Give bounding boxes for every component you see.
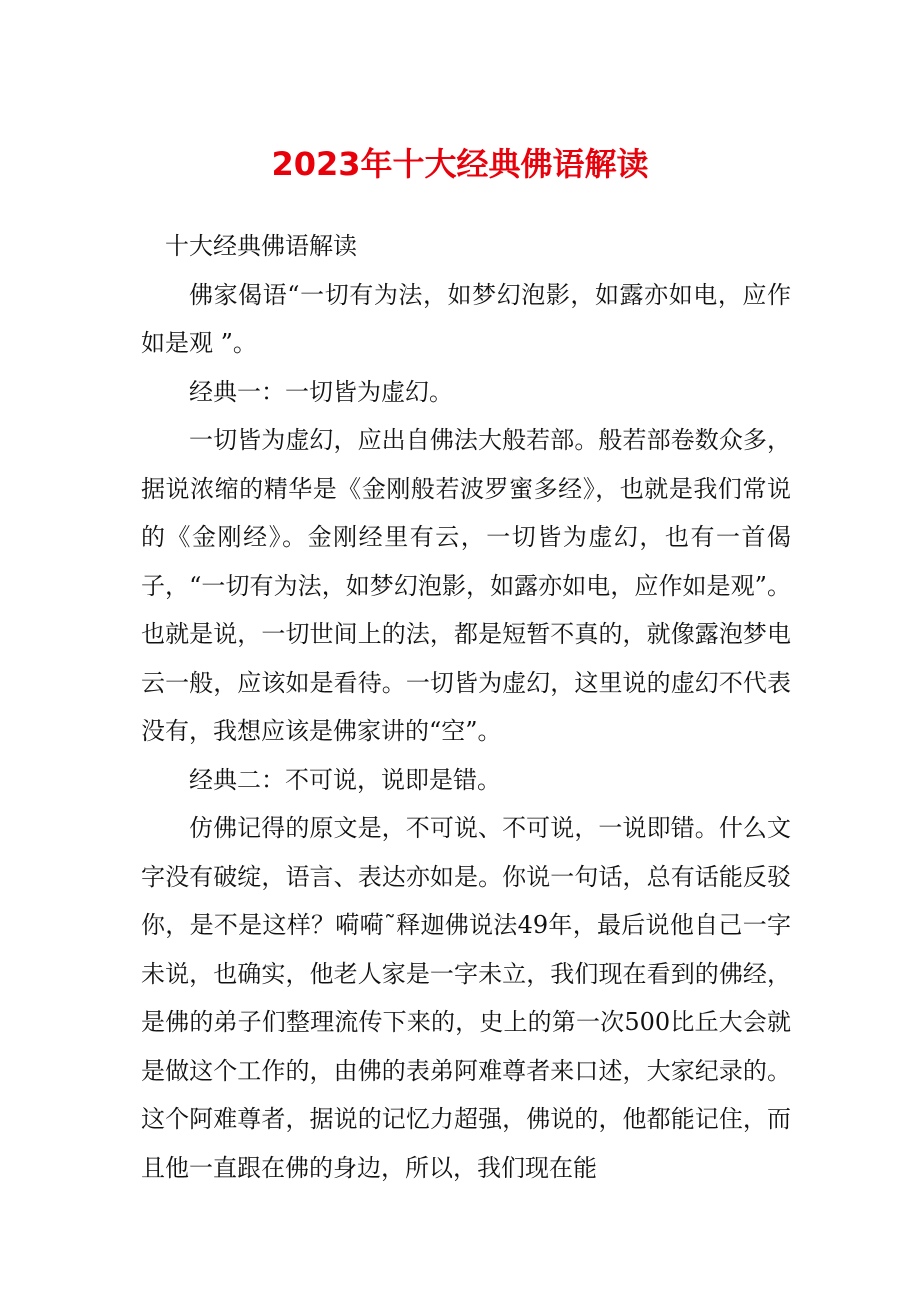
paragraph-classic-one-heading: 经典一：一切皆为虚幻。 [189, 377, 453, 406]
document-body [141, 222, 791, 1192]
paragraph-verse: 佛家偈语“一切有为法，如梦幻泡影，如露亦如电，应作如是观 ”。 [141, 280, 791, 357]
paragraph-classic-two-body: 仿佛记得的原文是，不可说、不可说，一说即错。什么文字没有破绽，语言、表达亦如是。你说一句话，总有话能反驳你，是不是这样？嗬嗬˜释迦佛说法49年，最后说他自己一字未说，也确实，他老人家是一字未立，我们现在看到的佛经，是佛的弟子们整理流传下来的，史上的第一次500比丘大会就是做这个工作的，由佛的表弟阿难尊者来口述，大家纪录的。这个阿难尊者，据说的记忆力超强，佛说的，他都能记住，而且他一直跟在佛的身边，所以，我们现在能 [141, 814, 791, 1182]
paragraph-subtitle: 十大经典佛语解读 [165, 232, 357, 260]
document-title: 2023年十大经典佛语解读 [271, 145, 649, 183]
paragraph-classic-one-body: 一切皆为虚幻，应出自佛法大般若部。般若部卷数众多，据说浓缩的精华是《金刚般若波罗蜜多经》，也就是我们常说的《金刚经》。金刚经里有云，一切皆为虚幻，也有一首偈子，“一切有为法，如梦幻泡影，如露亦如电，应作如是观”。也就是说，一切世间上的法，都是短暂不真的，就像露泡梦电云一般，应该如是看待。一切皆为虚幻，这里说的虚幻不代表没有，我想应该是佛家讲的“空”。 [141, 426, 791, 745]
paragraph-classic-two-heading: 经典二：不可说，说即是错。 [189, 765, 501, 794]
